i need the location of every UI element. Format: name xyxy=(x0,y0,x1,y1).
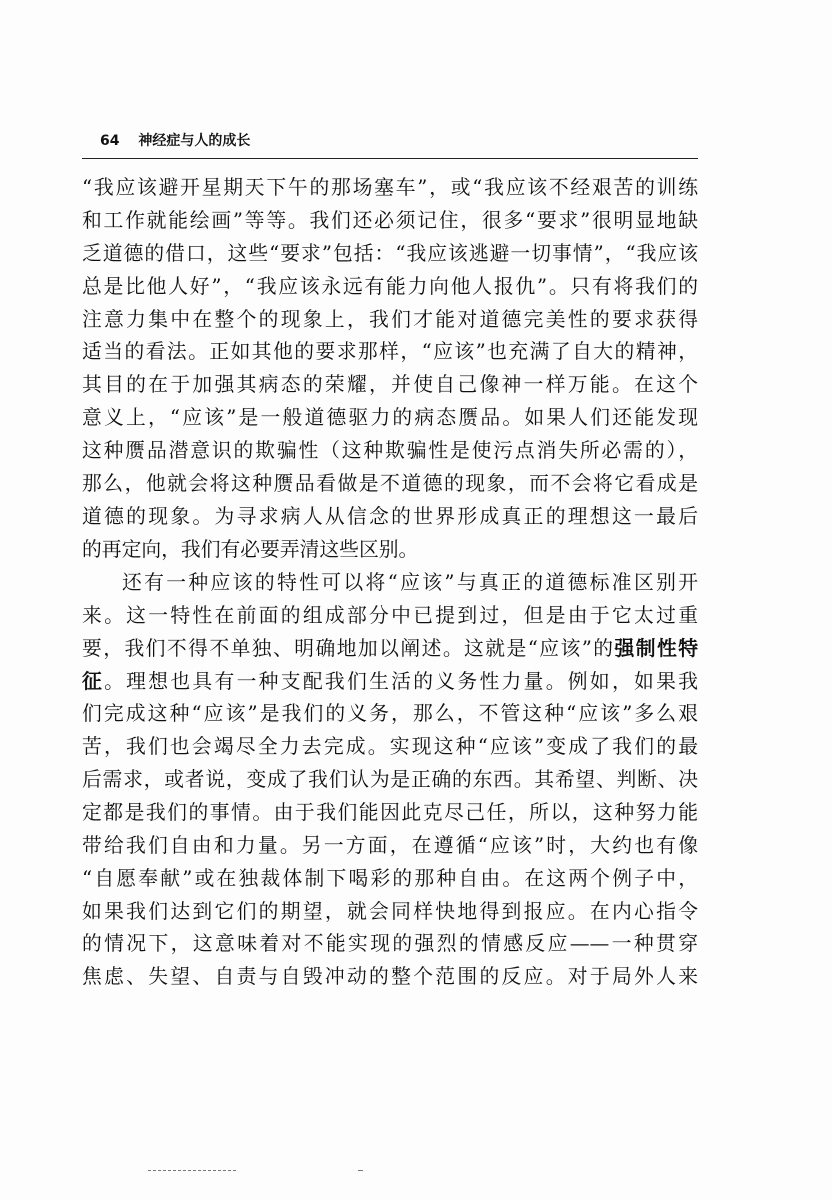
text-line: 乏道德的借口，这些“要求”包括：“我应该逃避一切事情”，“我应该 xyxy=(82,241,698,265)
text-line: 定都是我们的事情。由于我们能因此克尽己任，所以，这种努力能 xyxy=(82,800,698,824)
running-head xyxy=(100,130,700,156)
header-rule xyxy=(82,158,698,159)
text-line: 和工作就能绘画”等等。我们还必须记住，很多“要求”很明显地缺 xyxy=(82,208,698,232)
text-line: 总是比他人好”，“我应该永远有能力向他人报仇”。只有将我们的 xyxy=(82,274,698,298)
text-line: 来。这一特性在前面的组成部分中已提到过，但是由于它太过重 xyxy=(82,603,698,627)
text-line: “我应该避开星期天下午的那场塞车”，或“我应该不经艰苦的训练 xyxy=(82,176,698,199)
text-line: 意义上，“应该”是一般道德驱力的病态赝品。如果人们还能发现 xyxy=(82,406,698,430)
text-line: “自愿奉献”或在独裁体制下喝彩的那种自由。在这两个例子中， xyxy=(82,866,698,890)
text-line: 带给我们自由和力量。另一方面，在遵循“应该”时，大约也有像 xyxy=(82,833,698,857)
text-line: 后需求，或者说，变成了我们认为是正确的东西。其希望、判断、决 xyxy=(82,768,698,792)
text-line: 注意力集中在整个的现象上，我们才能对道德完美性的要求获得 xyxy=(82,307,698,331)
text-line: 其目的在于加强其病态的荣耀，并使自己像神一样万能。在这个 xyxy=(82,373,698,397)
text-line: 要，我们不得不单独、明确地加以阐述。这就是“应该”的强制性特 xyxy=(82,636,698,661)
text-line: 焦虑、失望、自责与自毁冲动的整个范围的反应。对于局外人来 xyxy=(82,965,698,989)
text-line: 还有一种应该的特性可以将“应该”与真正的道德标准区别开 xyxy=(122,570,698,594)
text-line: 的再定向，我们有必要弄清这些区别。 xyxy=(82,537,419,561)
page-number: 64 xyxy=(100,133,120,149)
emphasis-text: 强制性特 xyxy=(614,636,698,661)
text-line: 适当的看法。正如其他的要求那样，“应该”也充满了自大的精神， xyxy=(82,340,698,364)
book-title: 神经症与人的成长 xyxy=(138,133,251,149)
body-text xyxy=(82,172,698,994)
paragraph-2 xyxy=(82,567,698,995)
text-line: 征。理想也具有一种支配我们生活的义务性力量。例如，如果我 xyxy=(82,669,698,694)
text-line: 们完成这种“应该”是我们的义务，那么，不管这种“应该”多么艰 xyxy=(82,702,698,726)
text-line: 苦，我们也会竭尽全力去完成。实现这种“应该”变成了我们的最 xyxy=(82,735,698,759)
text-line: 的情况下，这意味着对不能实现的强烈的情感反应——一种贯穿 xyxy=(82,932,698,956)
text-line: 如果我们达到它们的期望，就会同样快地得到报应。在内心指令 xyxy=(82,899,698,923)
text-line: 道德的现象。为寻求病人从信念的世界形成真正的理想这一最后 xyxy=(82,504,698,528)
text-line: 那么，他就会将这种赝品看做是不道德的现象，而不会将它看成是 xyxy=(82,472,698,496)
emphasis-text: 征 xyxy=(82,669,105,694)
text-line: 这种赝品潜意识的欺骗性（这种欺骗性是使污点消失所必需的）， xyxy=(82,439,698,463)
footer-scan-mark xyxy=(358,1170,363,1171)
paragraph-1 xyxy=(82,172,698,567)
footer-scan-mark xyxy=(148,1170,236,1171)
